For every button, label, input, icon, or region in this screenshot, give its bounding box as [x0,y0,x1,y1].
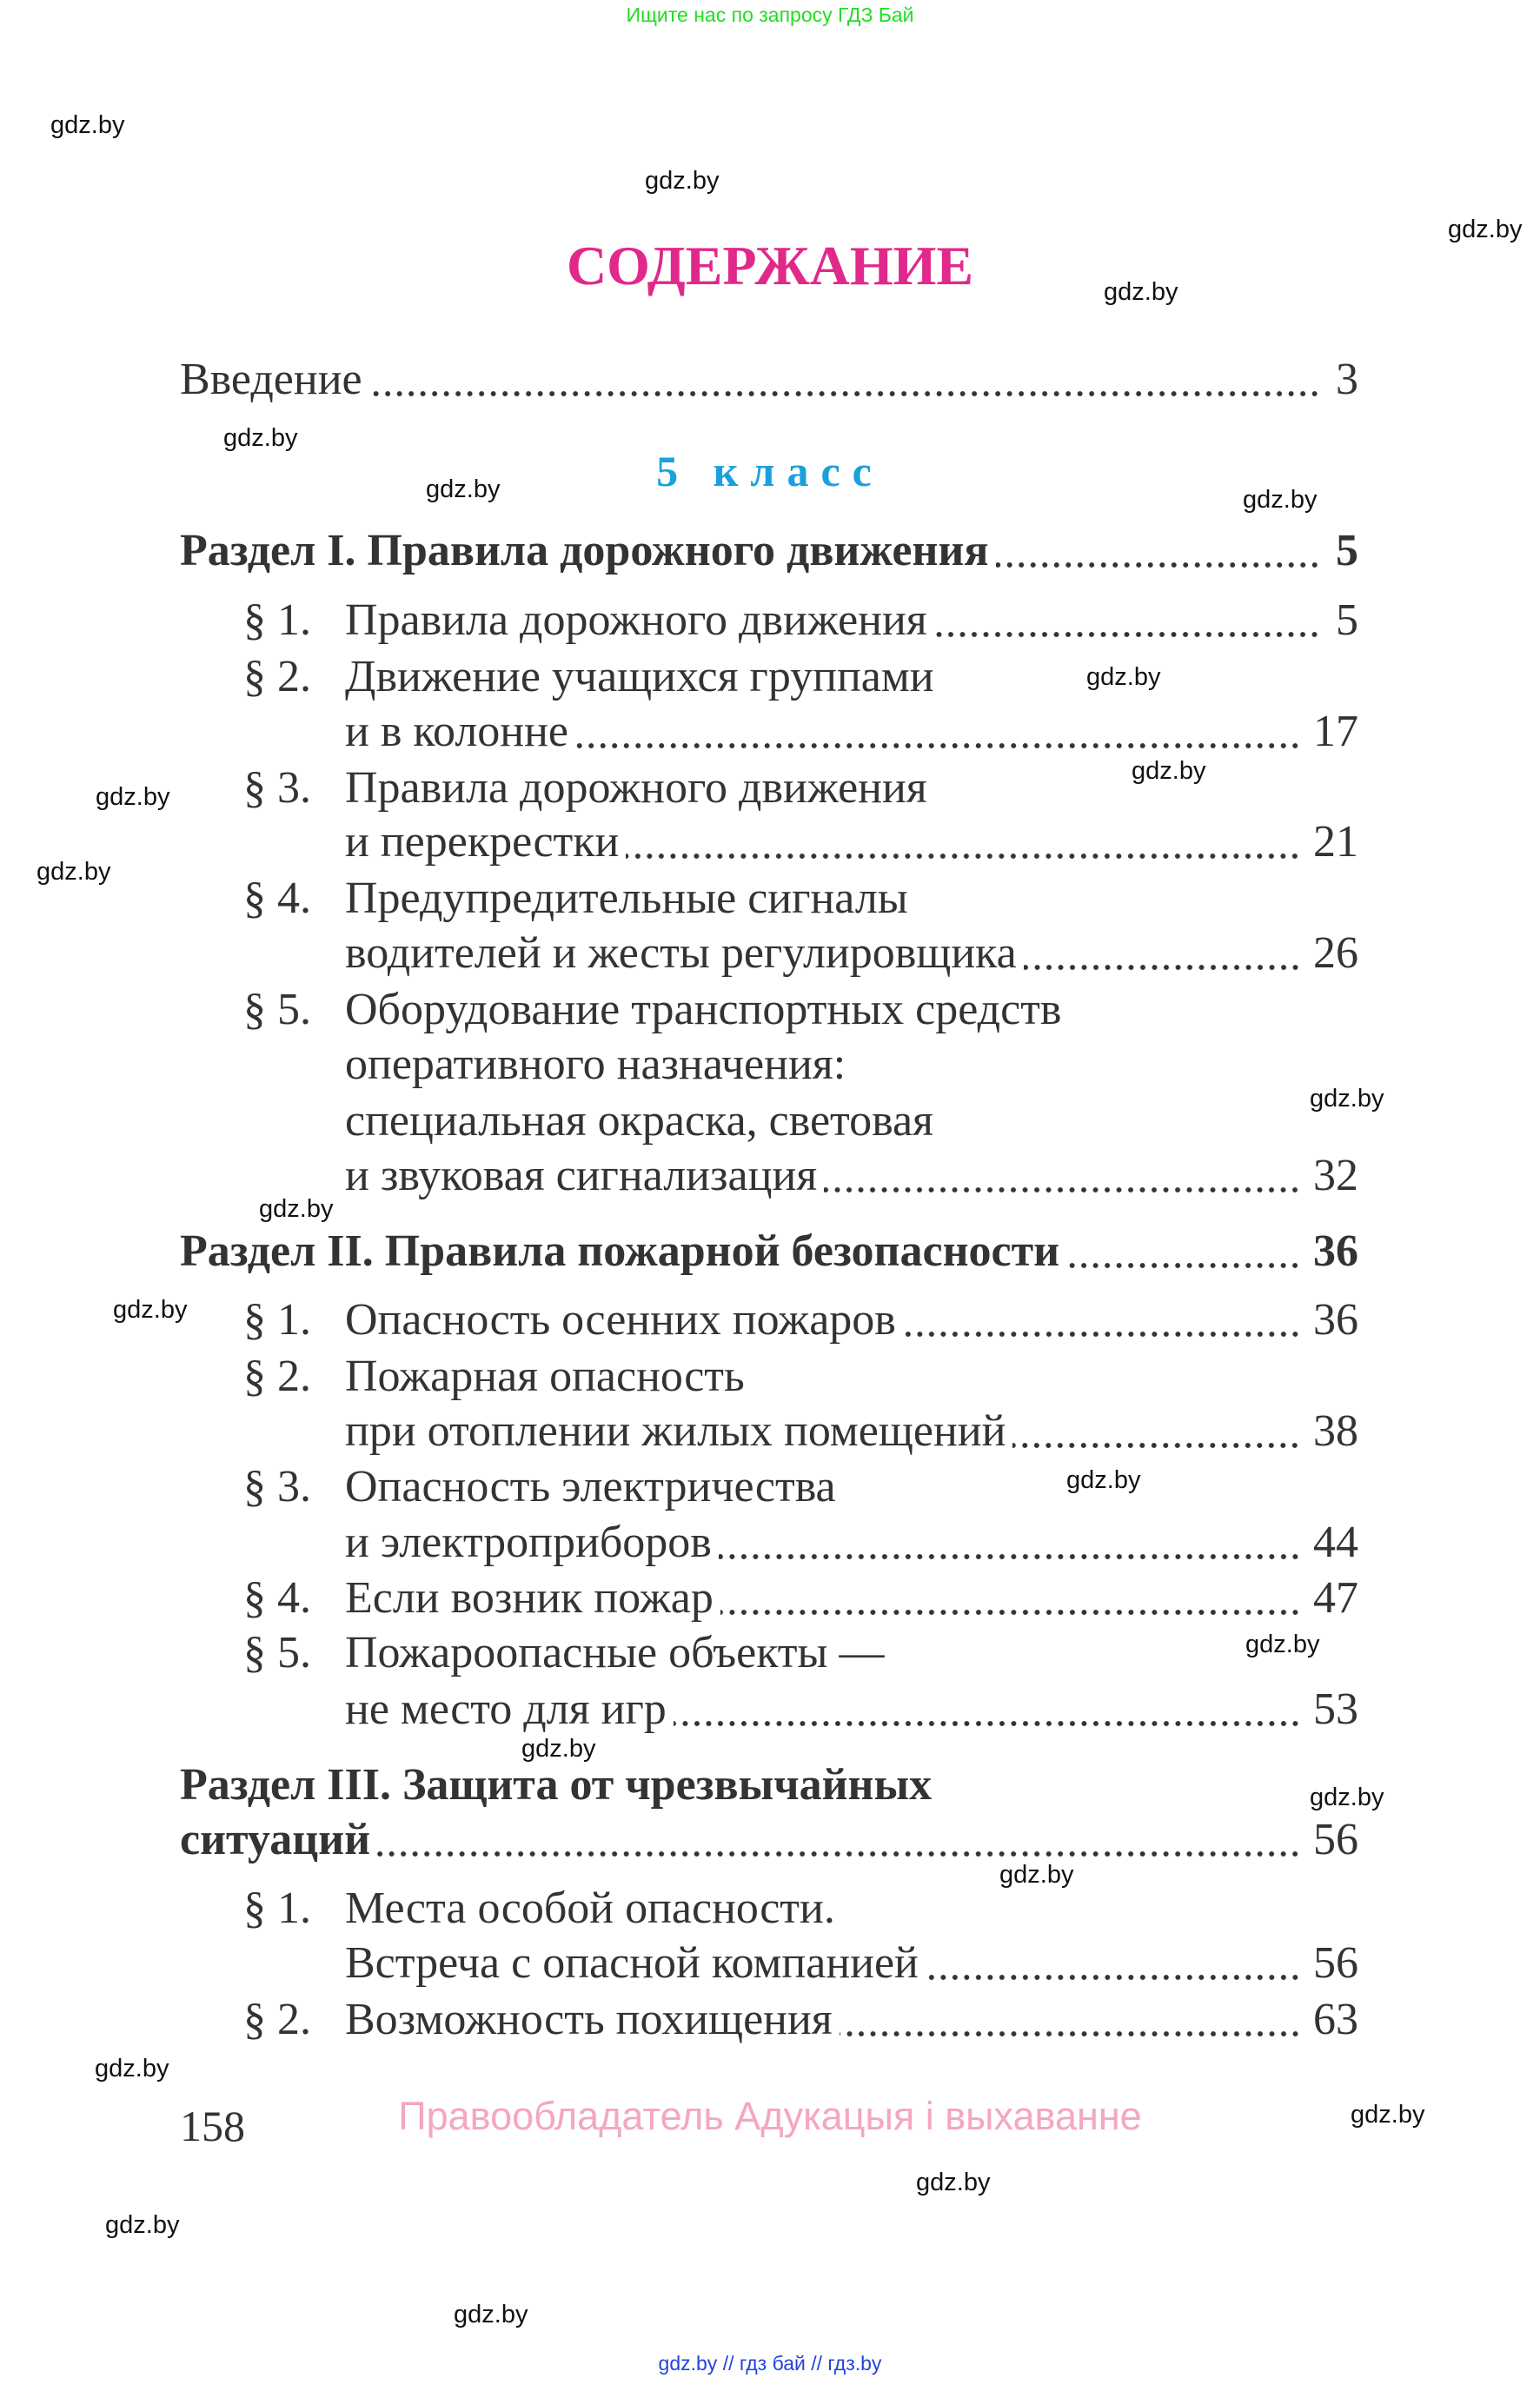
paragraph-number: § 2. [243,1995,311,2044]
watermark: gdz.by [1066,1466,1141,1494]
toc-paragraph[interactable] [243,761,1358,816]
toc-entry-title: Если возник пожар [345,1573,714,1623]
toc-paragraph-continuation[interactable] [345,1404,1358,1459]
toc-entry-intro[interactable] [180,352,1358,408]
toc-entry-title: оперативного назначения: [345,1040,846,1089]
watermark: gdz.by [1086,663,1161,691]
watermark: gdz.by [223,424,298,452]
toc-paragraph-continuation[interactable] [345,704,1358,760]
dot-leader [903,1328,1301,1340]
toc-page-number: 63 [1313,1995,1358,2044]
toc-page-number: 17 [1313,707,1358,756]
toc-page-number: 44 [1313,1518,1358,1567]
toc-section-2[interactable] [180,1224,1358,1279]
toc-paragraph[interactable] [243,1881,1358,1937]
toc-section-title: Раздел III. Защита от чрезвычайных [180,1760,933,1810]
watermark: gdz.by [1243,486,1318,514]
watermark: gdz.by [1310,1085,1384,1113]
toc-page-number: 36 [1313,1295,1358,1345]
toc-section-title: ситуаций [180,1815,371,1864]
watermark: gdz.by [916,2169,991,2196]
dot-leader [575,740,1301,752]
toc-entry-title: Встреча с опасной компанией [345,1938,919,1988]
toc-page-number: 26 [1313,928,1358,978]
paragraph-number: § 2. [243,1352,311,1401]
toc-section-3-continuation[interactable] [180,1812,1358,1868]
paragraph-number: § 5. [243,985,311,1034]
toc-page-number: 3 [1336,355,1358,404]
dot-leader [369,388,1320,400]
toc-entry-title: Введение [180,355,362,404]
toc-page-number: 53 [1313,1684,1358,1734]
dot-leader [926,1971,1301,1983]
toc-paragraph[interactable] [243,982,1358,1038]
toc-page-number: 56 [1313,1938,1358,1988]
toc-entry-title: не место для игр [345,1684,667,1734]
toc-page-number: 5 [1336,595,1358,645]
toc-entry-title: Опасность электричества [345,1462,836,1511]
dot-leader [720,1606,1301,1618]
toc-paragraph[interactable] [243,1292,1358,1348]
toc-section-title: Раздел I. Правила дорожного движения [180,526,989,575]
toc-page-number: 32 [1313,1151,1358,1200]
toc-paragraph-continuation[interactable] [345,1682,1358,1737]
watermark: gdz.by [521,1735,596,1763]
paragraph-number: § 1. [243,595,311,645]
toc-paragraph[interactable] [243,871,1358,927]
paragraph-number: § 1. [243,1295,311,1345]
toc-paragraph[interactable] [243,649,1358,705]
dot-leader [719,1551,1301,1563]
watermark: gdz.by [1310,1784,1384,1811]
toc-entry-title: Оборудование транспортных средств [345,985,1062,1034]
paragraph-number: § 5. [243,1628,311,1677]
watermark: gdz.by [259,1195,334,1223]
toc-page-number: 5 [1336,526,1358,575]
toc-paragraph[interactable] [243,1992,1358,2048]
toc-paragraph-continuation[interactable] [345,926,1358,981]
toc-page-number: 56 [1313,1815,1358,1864]
watermark: gdz.by [1351,2101,1425,2129]
toc-entry-title: Движение учащихся группами [345,652,934,701]
toc-paragraph-continuation [345,1037,1358,1093]
page-title: СОДЕРЖАНИЕ [566,235,974,296]
watermark: gdz.by [1132,757,1206,785]
bottom-banner-link[interactable]: gdz.by // гдз бай // гдз.by [658,2352,882,2375]
watermark: gdz.by [95,2055,169,2083]
watermark: gdz.by [999,1861,1074,1889]
watermark: gdz.by [105,2211,180,2239]
toc-paragraph-continuation[interactable] [345,1148,1358,1204]
toc-entry-title: Пожарная опасность [345,1352,745,1401]
watermark: gdz.by [454,2301,528,2329]
toc-entry-title: и в колонне [345,707,569,756]
paragraph-number: § 1. [243,1883,311,1933]
paragraph-number: § 4. [243,1573,311,1623]
toc-entry-title: при отоплении жилых помещений [345,1406,1006,1456]
dot-leader [1066,1259,1301,1272]
dot-leader [824,1184,1301,1196]
dot-leader [996,559,1320,571]
toc-paragraph-continuation [345,1093,1358,1149]
toc-entry-title: Места особой опасности. [345,1883,835,1933]
toc-paragraph[interactable] [243,593,1358,648]
toc-section-1[interactable] [180,523,1358,579]
toc-paragraph-continuation[interactable] [345,814,1358,870]
toc-paragraph[interactable] [243,1349,1358,1405]
toc-page-number: 47 [1313,1573,1358,1623]
watermark: gdz.by [37,858,111,886]
toc-entry-title: водителей и жесты регулировщика [345,928,1017,978]
copyright-notice: Правообладатель Адукацыя і выхаванне [398,2094,1142,2138]
top-banner-link[interactable]: Ищите нас по запросу ГДЗ Бай [626,3,914,26]
watermark: gdz.by [1245,1631,1320,1658]
toc-page-number: 36 [1313,1226,1358,1276]
dot-leader [934,628,1320,641]
toc-entry-title: и звуковая сигнализация [345,1151,818,1200]
toc-entry-title: и электроприборов [345,1518,712,1567]
toc-page-number: 38 [1313,1406,1358,1456]
paragraph-number: § 3. [243,1462,311,1511]
dot-leader [1024,961,1301,973]
dot-leader [377,1848,1301,1860]
watermark: gdz.by [113,1296,188,1324]
toc-paragraph[interactable] [243,1571,1358,1626]
dot-leader [840,2028,1301,2040]
toc-paragraph-continuation[interactable] [345,1936,1358,1991]
watermark: gdz.by [426,475,501,503]
toc-entry-title: Опасность осенних пожаров [345,1295,896,1345]
paragraph-number: § 3. [243,763,311,813]
toc-section-title: Раздел II. Правила пожарной безопасности [180,1226,1060,1276]
toc-entry-title: Правила дорожного движения [345,763,927,813]
paragraph-number: § 2. [243,652,311,701]
toc-entry-title: Возможность похищения [345,1995,833,2044]
paragraph-number: § 4. [243,874,311,923]
toc-paragraph[interactable] [243,1625,1358,1681]
toc-entry-title: Предупредительные сигналы [345,874,908,923]
grade-heading: 5 класс [656,447,884,495]
watermark: gdz.by [50,111,125,139]
toc-paragraph[interactable] [243,1459,1358,1515]
watermark: gdz.by [1104,278,1178,306]
dot-leader [626,850,1301,862]
toc-entry-title: и перекрестки [345,817,620,867]
watermark: gdz.by [645,167,720,195]
toc-paragraph-continuation[interactable] [345,1515,1358,1571]
toc-entry-title: Правила дорожного движения [345,595,927,645]
toc-entry-title: Пожароопасные объекты — [345,1628,885,1677]
toc-section-3[interactable] [180,1757,1358,1813]
watermark: gdz.by [1448,216,1523,243]
dot-leader [1012,1439,1301,1452]
dot-leader [674,1717,1301,1730]
toc-entry-title: специальная окраска, световая [345,1096,933,1146]
toc-page-number: 21 [1313,817,1358,867]
watermark: gdz.by [96,783,170,811]
page-number: 158 [180,2102,245,2150]
